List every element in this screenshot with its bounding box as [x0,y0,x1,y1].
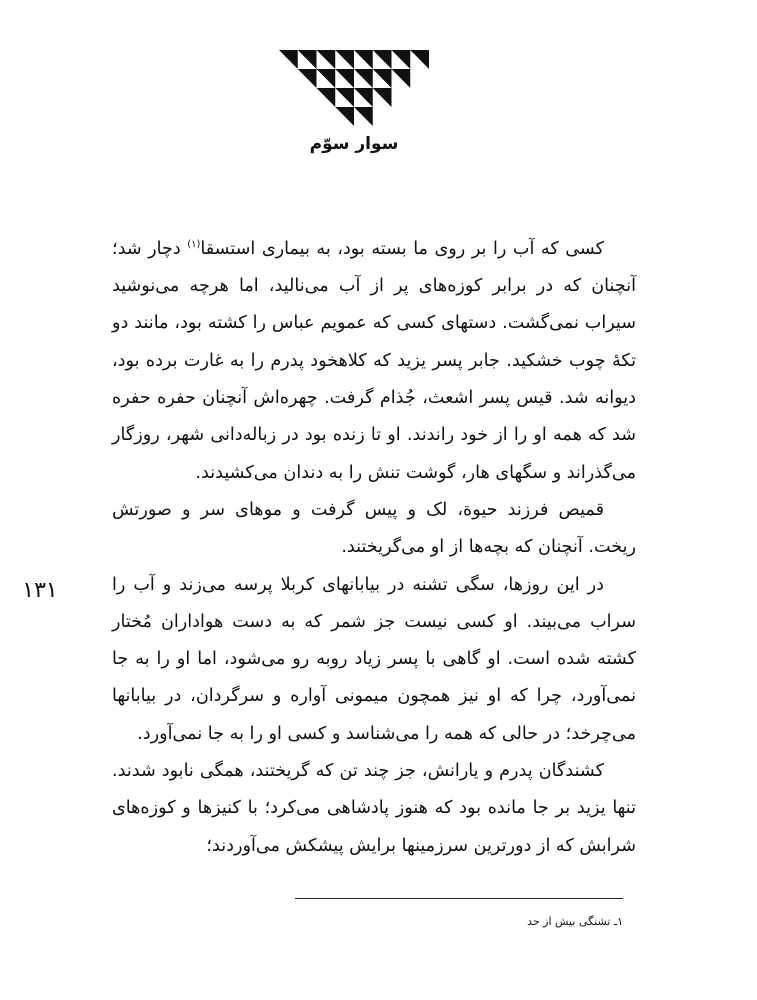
ornament-triangle [392,50,411,69]
paragraph-1 [112,226,636,492]
ornament-triangle [317,69,336,88]
chapter-title: سوار سوّم [309,134,399,154]
footnote-ref: (۱) [187,239,201,250]
ornament-triangle [354,69,373,88]
ornament-triangle [298,69,317,88]
ornament-triangle [335,50,354,69]
ornament-triangle [317,50,336,69]
ornament-triangle [373,88,392,107]
paragraph-2: قمیص فرزند حیوة، لک و پیس گرفت و موهای سر و صورتش ریخت. آنچنان که بچه‌ها از او می‌گریختند. [112,499,636,558]
ornament-triangle [410,50,429,69]
page-number: ۱۳۱ [22,578,58,603]
decorative-triangle-ornament [279,50,429,126]
ornament-triangle [335,88,354,107]
ornament-triangle [298,50,317,69]
footnote-divider [295,898,623,899]
ornament-triangle [354,50,373,69]
footnote: ۱ـ تشنگی بیش از حد [527,915,623,928]
ornament-triangle [373,69,392,88]
paragraph-1-text-cont: دچار شد؛ آنچنان که در برابر کوزه‌های پر از آب می‌نالید، اما هرچه می‌نوشید سیراب نمی‌گشت. دستهای کسی که عمویم عباس را کشته بود، مانند دو تکهٔ چوب خشکید. جابر پسر یزید که کلاهخود پدرم را به غارت برده بود، دیوانه شد. قیس پسر اشعث، جُذام گرفت. چهره‌اش آنچنان حفره حفره شد که همه او را از خود راندند. او تا زنده بود در زباله‌دانی شهر، روزگار می‌گذراند و سگهای هار، گوشت تنش را به دندان می‌کشیدند. [112,238,636,483]
paragraph-4: کشندگان پدرم و یارانش، جز چند تن که گریختند، همگی نابود شدند. تنها یزید بر جا مانده بود که هنوز پادشاهی می‌کرد؛ با کنیزها و کوزه‌های شرابش که از دورترین سرزمینها برایش پیشکش می‌آوردند؛ [112,761,636,856]
paragraph-1-text: کسی که آب را بر روی ما بسته بود، به بیماری استسقا [200,238,604,259]
body-text [112,226,636,865]
ornament-triangle [335,69,354,88]
ornament-triangle [354,88,373,107]
ornament-triangle [335,107,354,126]
ornament-triangle [354,107,373,126]
ornament-triangle [392,69,411,88]
ornament-triangle [279,50,298,69]
ornament-triangle [373,50,392,69]
ornament-triangle [317,88,336,107]
paragraph-3: در این روزها، سگی تشنه در بیابانهای کربلا پرسه می‌زند و آب را سراب می‌بیند. او کسی نیست جز شمر که به دست هواداران مُختار کشته شده است. او گاهی با پسر زیاد روبه رو می‌شود، اما او را به جا نمی‌آورد، چرا که او نیز همچون میمونی آواره و سرگردان، در بیابانها می‌چرخد؛ در حالی که همه را می‌شناسد و کسی او را به جا نمی‌آورد. [112,574,636,744]
